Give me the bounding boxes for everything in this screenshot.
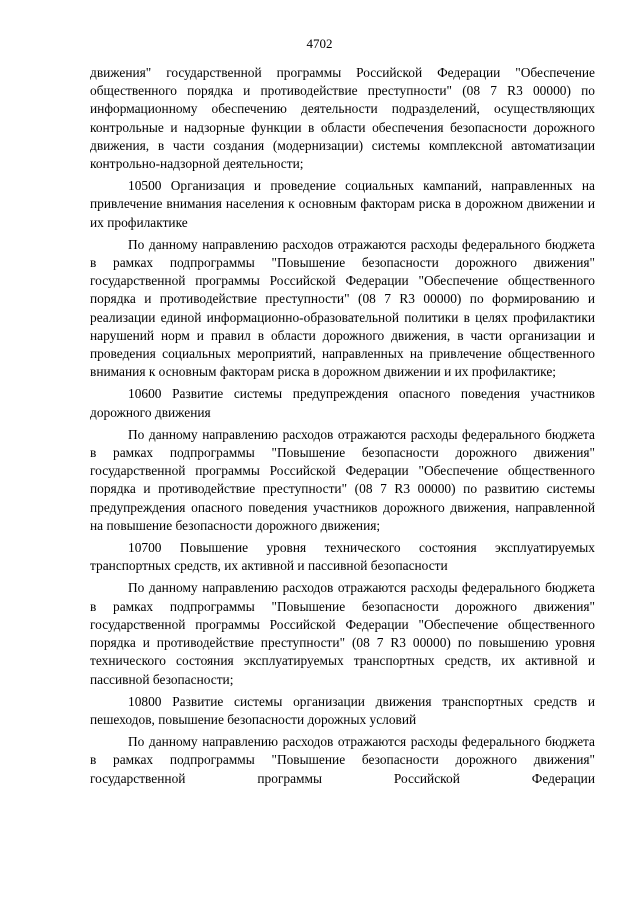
paragraph-code-10700: 10700 Повышение уровня технического состояния эксплуатируемых транспортных средств, их активной и пассивной безопасности xyxy=(90,540,595,574)
paragraph-body-10800: По данному направлению расходов отражаются расходы федерального бюджета в рамках подпрограммы "Повышение безопасности дорожного движения" государственной программы Российской Федерации xyxy=(90,734,595,786)
paragraph-code-10800: 10800 Развитие системы организации движения транспортных средств и пешеходов, повышение безопасности дорожных условий xyxy=(90,693,595,727)
paragraph-body-10700: По данному направлению расходов отражаются расходы федерального бюджета в рамках подпрограммы "Повышение безопасности дорожного движения" государственной программы Российской Федерации "Обеспечение общественного порядка и противодействие преступности" (08 7 R3 00000) по повышению уровня технического состояния эксплуатируемых транспортных средств, их активной и пассивной безопасности; xyxy=(90,580,595,687)
document-body xyxy=(90,64,595,788)
paragraph-body-10600: По данному направлению расходов отражаются расходы федерального бюджета в рамках подпрограммы "Повышение безопасности дорожного движения" государственной программы Российской Федерации "Обеспечение общественного порядка и противодействие преступности" (08 7 R3 00000) по развитию системы предупреждения опасного поведения участников дорожного движения, направленной на повышение безопасности дорожного движения; xyxy=(90,426,595,533)
paragraph-body-10500: По данному направлению расходов отражаются расходы федерального бюджета в рамках подпрограммы "Повышение безопасности дорожного движения" государственной программы Российской Федерации "Обеспечение общественного порядка и противодействие преступности" (08 7 R3 00000) по формированию и реализации единой информационно-образовательной политики в целях профилактики нарушений норм и правил в области дорожного движения, в части организации и проведения социальных мероприятий, направленных на привлечение общественного внимания к основным факторам риска в дорожном движении и их профилактике; xyxy=(90,236,595,380)
paragraph-code-10500: 10500 Организация и проведение социальных кампаний, направленных на привлечение внимания населения к основным факторам риска в дорожном движении и их профилактике xyxy=(90,178,595,230)
page-number: 4702 xyxy=(306,36,333,51)
paragraph-continuation: движения" государственной программы Российской Федерации "Обеспечение общественного порядка и противодействие преступности" (08 7 R3 00000) по информационному обеспечению деятельности подразделений, осуществляющих контрольные и надзорные функции в области обеспечения безопасности дорожного движения, в части создания (модернизации) системы комплексной автоматизации контрольно-надзорной деятельности; xyxy=(90,65,595,172)
paragraph-code-10600: 10600 Развитие системы предупреждения опасного поведения участников дорожного движения xyxy=(90,386,595,420)
